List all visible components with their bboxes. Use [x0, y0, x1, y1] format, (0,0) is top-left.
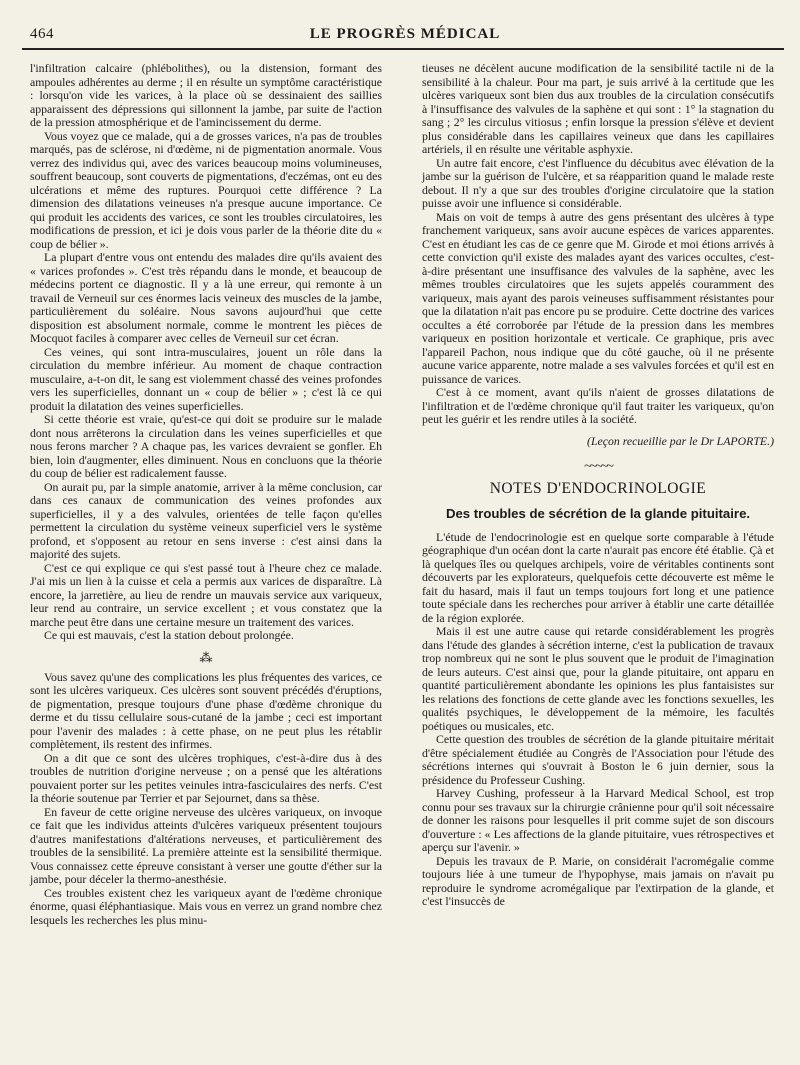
paragraph: Mais on voit de temps à autre des gens présentant des ulcères à type franchement variqueux, sans avoir aucune espèces de varices apparentes. C'est en étudiant les cas de ce genre que M. Girode et moi étions arrivés à cette conviction qu'il existe des malades ayant des varices occultes, c'est-à-dire présentant une insuffisance des valvules de la saphène, avec les mêmes troubles circulatoires que les sujets appelés couramment des variqueux, mais ayant des parois veineuses suffisamment résistantes pour que la dilatation n'ait pas encore pu se produire. Cette doctrine des varices occultes a été corroborée par l'étude de la pression dans les membres variqueux en position horizontale et verticale. Ce graphique, pris avec l'appareil Pachon, nous indique que du côté gauche, où il ne présente aucune varice apparente, notre malade a ses valvules forcées et qu'il est en puissance de varices. — [422, 209, 774, 386]
paragraph: La plupart d'entre vous ont entendu des malades dire qu'ils avaient des « varices profondes ». C'est très répandu dans le monde, et beaucoup de médecins portent ce diagnostic. Il y a là une erreur, qui remonte à un travail de Verneuil sur ces énormes lacis veineux des muscles de la jambe, particulièrement du soléaire. Nous savons aujourd'hui que cette disposition est absolument normale, comme le montrent les pièces de Mocquot faciles à comparer avec celles de Verneuil sur cet écran. — [30, 250, 382, 345]
paragraph: On a dit que ce sont des ulcères trophiques, c'est-à-dire dus à des troubles de nutrition d'origine nerveuse ; on a pensé que les altérations pouvaient porter sur les petites veinules intra-fasciculaires des nerfs. C'est la théorie soutenue par Terrier et par Sejournet, dans sa thèse. — [30, 750, 382, 805]
paragraph: Un autre fait encore, c'est l'influence du décubitus avec élévation de la jambe sur la guérison de l'ulcère, et sa réapparition quand le malade reste debout. Il n'y a que sur des troubles d'origine circulatoire que la station puisse avoir une influence si considérable. — [422, 155, 774, 210]
paragraph: On aurait pu, par la simple anatomie, arriver à la même conclusion, car dans ces canaux de communication des veines profondes aux superficielles, il y a des valvules, orientées de telle façon qu'elles permettent la circulation du système veineux superficiel vers le système profond, et s'opposent au retour en sens inverse : c'est ainsi dans la majorité des sujets. — [30, 479, 382, 561]
header-rule — [22, 48, 784, 50]
paragraph: Harvey Cushing, professeur à la Harvard Medical School, est trop connu pour ses travaux sur la chirurgie crânienne pour qu'il soit nécessaire de donner les raisons pour lesquelles il prit comme sujet de son discours d'ouverture : « Les affections de la glande pituitaire, vues rétrospectives et aperçu sur l'avenir. » — [422, 786, 774, 854]
journal-title: LE PROGRÈS MÉDICAL — [309, 26, 501, 42]
paragraph: Ce qui est mauvais, c'est la station debout prolongée. — [44, 628, 294, 642]
paragraph: Ces troubles existent chez les variqueux ayant de l'œdème chronique énorme, quasi éléphantiasique. Mais vous en verrez un grand nombre chez lesquels les recherches les plus minu- — [30, 885, 382, 927]
paragraph: Depuis les travaux de P. Marie, on considérait l'acromégalie comme toujours liée à une tumeur de l'hypophyse, mais jamais on n'avait pu reproduire le syndrome acromégalique par l'extirpation de la glande, et c'est l'insuccès de — [422, 853, 774, 908]
article-title: Des troubles de sécrétion de la glande pituitaire. — [445, 506, 751, 521]
page-header — [30, 26, 780, 46]
asterism-divider: ⁂ — [199, 649, 213, 665]
paragraph: Cette question des troubles de sécrétion de la glande pituitaire méritait d'être spécialement étudiée au Congrès de l'Association pour l'étude des sécrétions internes qui s'ouvrait à Boston le 6 juin dernier, sous la présidence du Professeur Cushing. — [422, 732, 774, 787]
paragraph: Vous savez qu'une des complications les plus fréquentes des varices, ce sont les ulcères variqueux. Ces ulcères sont souvent précédés d'éruptions, de pigmentation, presque toujours d'une phase d'œdème chronique du derme et du tissu cellulaire sous-cutané de la jambe ; ceci est important pour l'avenir des malades : à cette phase, on ne peut plus les rétablir complètement, ils restent des infirmes. — [30, 669, 382, 751]
paragraph: Mais il est une autre cause qui retarde considérablement les progrès dans l'étude des glandes à sécrétion interne, c'est la publication de travaux trop nombreux qui ne sont le plus souvent que le produit de l'imagination de leurs auteurs. C'est ainsi que, pour la glande pituitaire, ont apparu en quantité particulièrement abondante les opinions les plus fantaisistes sur les relations des fonctions de cette glande avec les fonctions sexuelles, les qualités psychiques, le développement de la mémoire, les facultés poétiques ou musicales, etc. — [422, 624, 774, 733]
paragraph: Ces veines, qui sont intra-musculaires, jouent un rôle dans la circulation du membre inférieur. Au moment de chaque contraction musculaire, a-t-on dit, le sang est violemment chassé des veines profondes vers les superficielles, donnant un « coup de bélier » ; c'est là ce qui produit la dilatation des veines superficielles. — [30, 344, 382, 413]
right-column — [422, 62, 774, 909]
paragraph: En faveur de cette origine nerveuse des ulcères variqueux, on invoque ce fait que les individus atteints d'ulcères variqueux présentent toujours d'autres manifestations d'altérations nerveuses, et particulièrement des troubles de la sensibilité. La première atteinte est la sensibilité thermique. Vous connaissez cette épreuve consistant à verser une goutte d'éther sur la jambe, pour déceler la thermo-anesthésie. — [30, 804, 382, 886]
paragraph: C'est ce qui explique ce qui s'est passé tout à l'heure chez ce malade. J'ai mis un lien à la cuisse et cela a permis aux varices de disparaître. Là encore, la jarretière, au lieu de rendre un mauvais service aux variqueux, leur rend au contraire, un service excellent ; et vous constatez que la marche peut être dans une certaine mesure un traitement des varices. — [30, 560, 382, 629]
ornamental-divider: ~~~~~ — [584, 459, 612, 474]
page-number: 464 — [30, 26, 54, 42]
paragraph: l'infiltration calcaire (phlébolithes), ou la distension, formant des ampoules adhérentes au derme ; il en résulte un symptôme caractéristique : lorsqu'on vide les varices, à la place où se dessinaient des saillies apparaissent des dépressions qui sillonnent la jambe, par suite de l'action de la pression atmosphérique et de l'amincissement du derme. — [30, 61, 382, 129]
left-column — [30, 62, 382, 927]
section-title: NOTES D'ENDOCRINOLOGIE — [489, 479, 707, 497]
paragraph: tieuses ne décèlent aucune modification de la sensibilité tactile ni de la sensibilité à la chaleur. Pour ma part, je suis arrivé à la certitude que les ulcères variqueux sont bien dus aux troubles de la circulation consécutifs à l'insuffisance des valvules de la saphène et qui sont : 1° la stagnation du sang ; 2° les circulus vitiosus ; enfin lorsque la pression s'élève et devient plus considérable dans les capillaires veineux que dans les capillaires artériels, il en résulte une véritable asphyxie. — [422, 61, 774, 156]
paragraph: Vous voyez que ce malade, qui a de grosses varices, n'a pas de troubles marqués, pas de sclérose, ni d'œdème, ni de pigmentation anormale. Vous verrez des individus qui, avec des varices beaucoup moins volumineuses, souffrent beaucoup, sont couverts de pigmentations, d'eczémas, ont eu des ulcérations et même des ruptures. Pourquoi cette différence ? La dimension des dilatations veineuses n'a presque aucune importance. Ce qui produit les accidents des varices, ce sont les troubles circulatoires, les modifications de pression, et ici je dois vous parler de la théorie dite du « coup de bélier ». — [30, 128, 382, 251]
signature: (Leçon recueillie par le Dr LAPORTE.) — [587, 433, 774, 448]
paragraph: L'étude de l'endocrinologie est en quelque sorte comparable à l'étude géographique d'un océan dont la carte n'aurait pas encore été établie. Çà et là quelques îles ou quelques archipels, voire de véritables continents sont découverts par les explorateurs, quelquefois cette découverte est même le fait du hasard, mais il faut un temps toujours fort long et une patience toute spéciale dans les recherches pour arriver à établir une carte détaillée de la région explorée. — [422, 529, 774, 625]
paragraph: C'est à ce moment, avant qu'ils n'aient de grosses dilatations de l'infiltration et de l'œdème chronique qu'il faut traiter les variqueux, qu'on peut les guérir et les rendre utiles à la société. — [422, 385, 774, 426]
paragraph: Si cette théorie est vraie, qu'est-ce qui doit se produire sur le malade dont nous arrêterons la circulation dans les veines superficielles et que nous ferons marcher ? A chaque pas, les varices devraient se gonfler. Eh bien, loin d'augmenter, elles diminuent. Nous en concluons que la théorie du coup de bélier est radicalement fausse. — [30, 412, 382, 480]
